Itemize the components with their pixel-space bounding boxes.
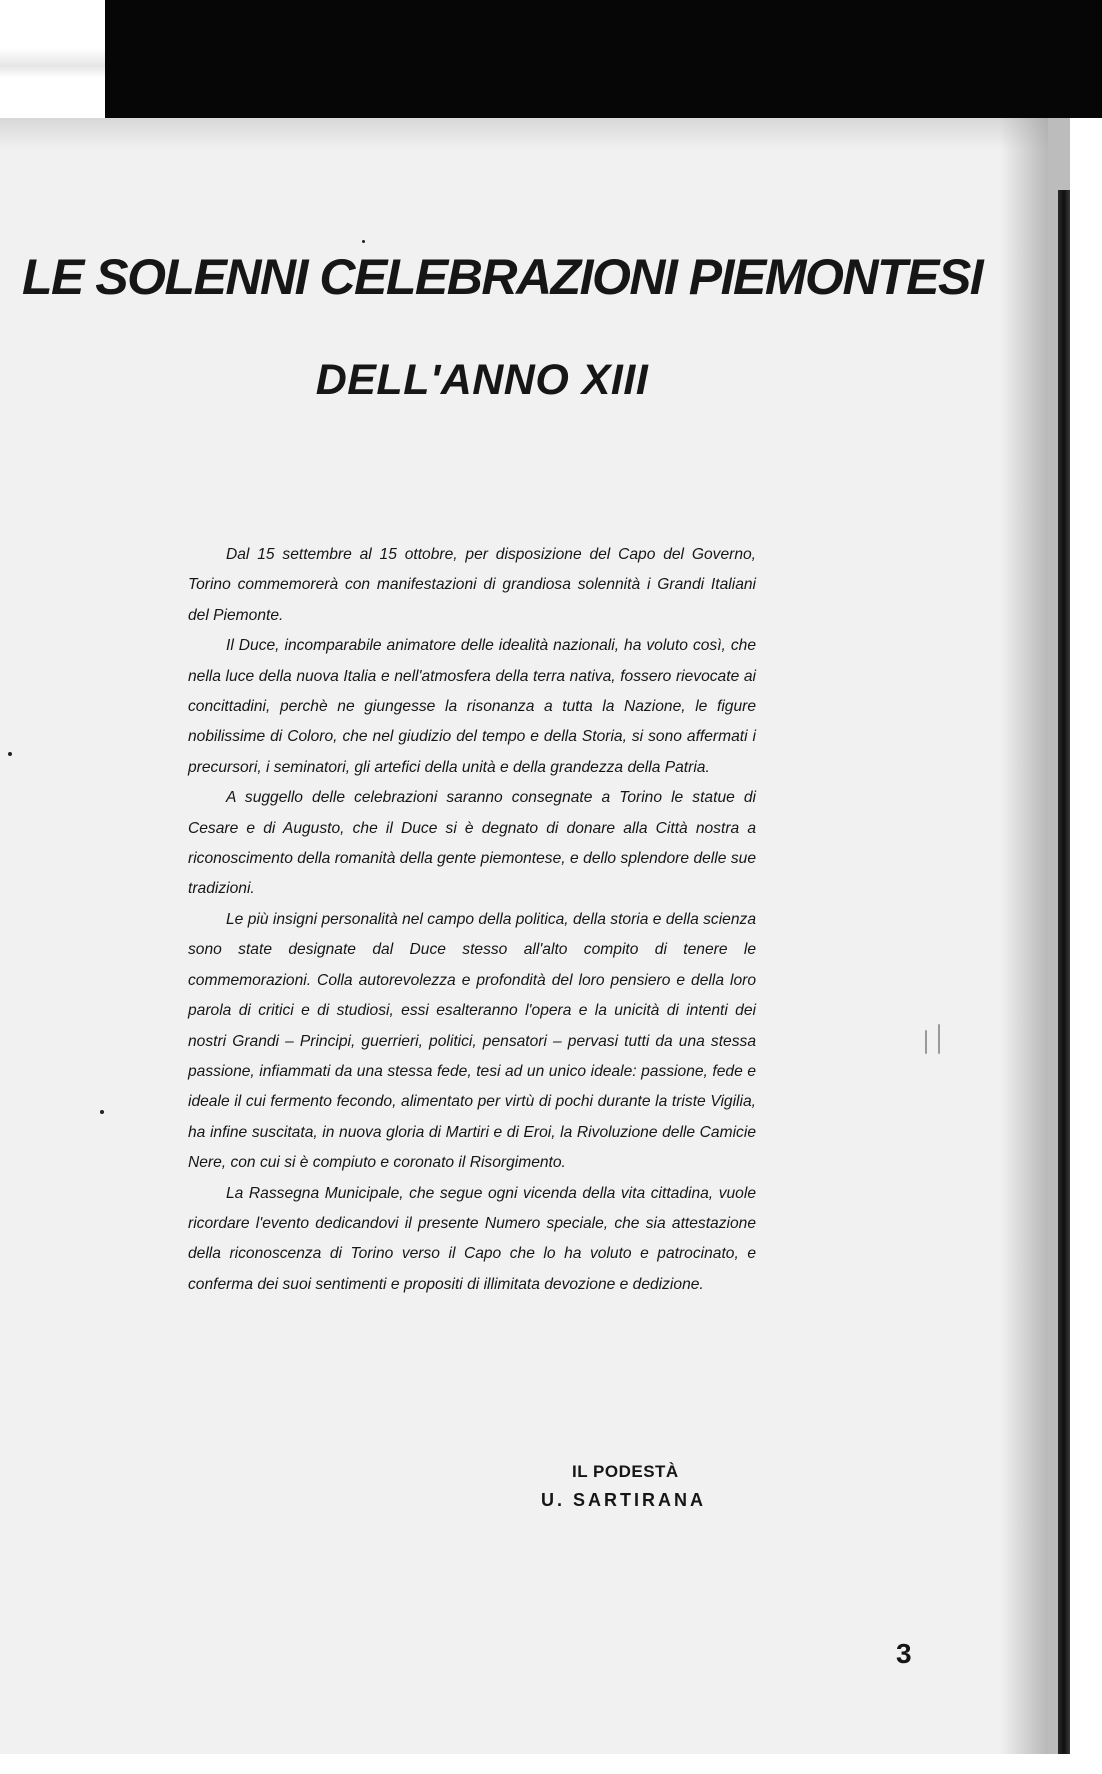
paragraph: A suggello delle celebrazioni saranno consegnate a Torino le statue di Cesare e di Augusto, che il Duce si è degnato di donare alla Città nostra a riconoscimento della romanità della gente piemontese, e dello splendore delle sue tradizioni. <box>188 789 756 898</box>
scan-speck <box>938 1024 940 1054</box>
page-title: LE SOLENNI CELEBRAZIONI PIEMONTESI <box>22 249 983 305</box>
binding-strip <box>1058 190 1070 1774</box>
scan-shadow-right <box>1000 118 1048 1774</box>
scan-margin-right <box>1070 118 1102 1774</box>
paragraph: La Rassegna Municipale, che segue ogni vicenda della vita cittadina, vuole ricordare l'evento dedicandovi il presente Numero speciale, che sia attestazione della riconoscenza di Torino verso il Capo che lo ha voluto e patrocinato, e conferma dei suoi sentimenti e propositi di illimitata devozione e dedizione. <box>188 1184 756 1293</box>
scan-shadow-top-left <box>0 48 105 78</box>
scan-speck <box>925 1030 927 1054</box>
scan-speck <box>362 240 365 243</box>
page-number: 3 <box>896 1638 912 1669</box>
scan-border-top <box>105 0 1102 118</box>
signature-title: IL PODESTÀ <box>572 1462 679 1481</box>
article-body <box>188 540 756 1300</box>
page-edge-top <box>0 118 1102 150</box>
scan-margin-bottom <box>0 1754 1102 1774</box>
scan-speck <box>100 1110 104 1114</box>
page-subtitle: DELL'ANNO XIII <box>315 356 649 404</box>
paragraph: Le più insigni personalità nel campo della politica, della storia e della scienza sono state designate dal Duce stesso all'alto compito di tenere le commemorazioni. Colla autorevolezza e profondità del loro pensiero e della loro parola di critici e di studiosi, essi esalteranno l'opera e la unicità di intenti dei nostri Grandi – Principi, guerrieri, politici, pensatori – pervasi tutti da una stessa passione, infiammati da una stessa fede, tesi ad un unico ideale: passione, fede e ideale il cui fermento fecondo, alimentato per virtù di pochi durante la triste Vigilia, ha infine suscitata, in nuova gloria di Martiri e di Eroi, la Rivoluzione delle Camicie Nere, con cui si è compiuto e coronato il Risorgimento. <box>188 910 756 1172</box>
signature-name: U. SARTIRANA <box>541 1490 706 1510</box>
scan-speck <box>8 752 12 756</box>
paragraph: Il Duce, incomparabile animatore delle idealità nazionali, ha voluto così, che nella luce della nuova Italia e nell'atmosfera della terra nativa, fossero rievocate ai concittadini, perchè ne giungesse la risonanza a tutta la Nazione, le figure nobilissime di Coloro, che nel giudizio del tempo e della Storia, si sono affermati i precursori, i seminatori, gli artefici della unità e della grandezza della Patria. <box>188 637 756 776</box>
paragraph: Dal 15 settembre al 15 ottobre, per disposizione del Capo del Governo, Torino commemorerà con manifestazioni di grandiosa solennità i Grandi Italiani del Piemonte. <box>188 546 756 624</box>
